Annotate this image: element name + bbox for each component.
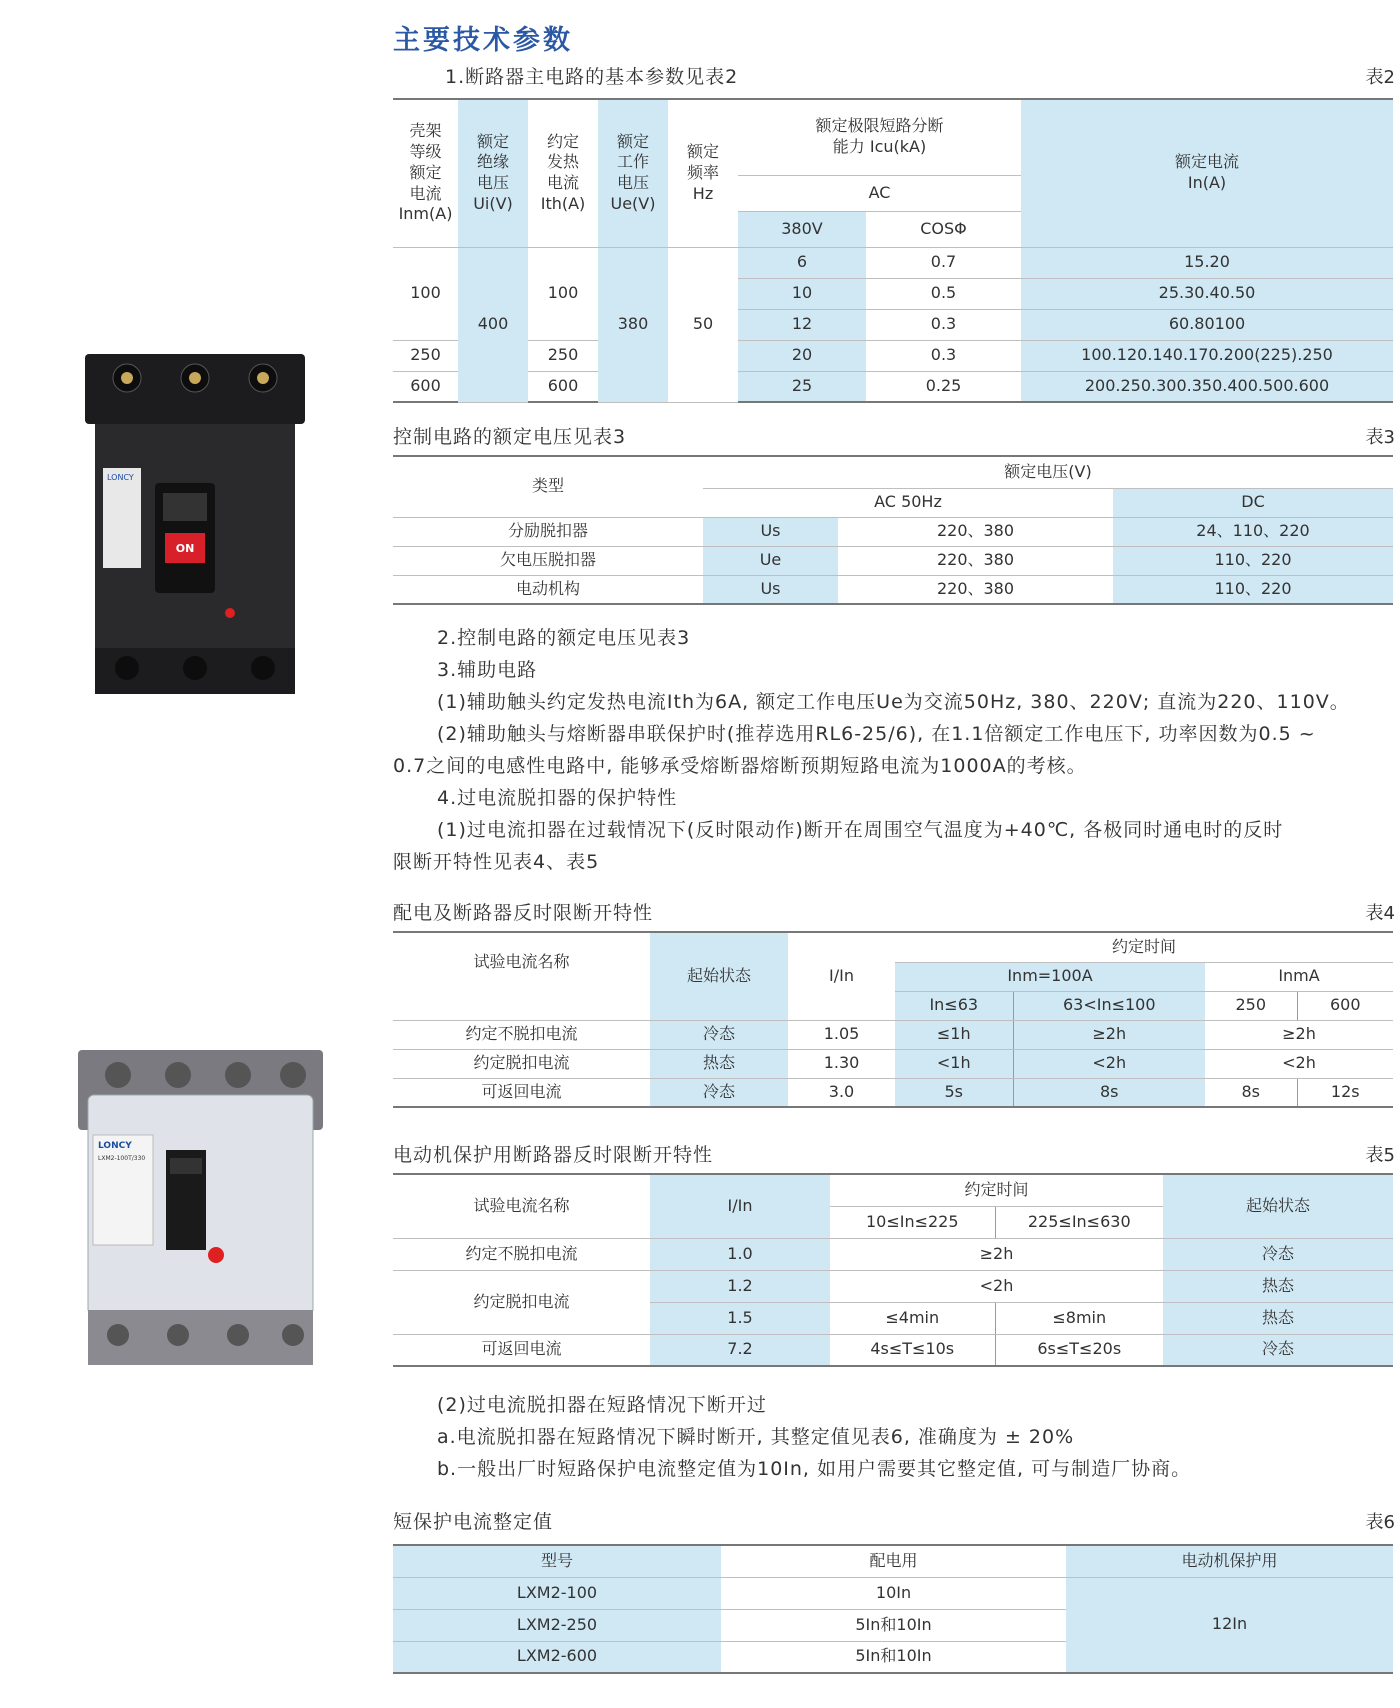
header-cos: COSΦ xyxy=(866,211,1021,247)
control-voltage-table xyxy=(393,455,1393,605)
table-cell: 600 xyxy=(528,371,598,402)
table-cell: 250 xyxy=(393,340,458,371)
table-cell: 12s xyxy=(1297,1078,1393,1107)
header-agreed-time: 约定时间 xyxy=(895,932,1393,962)
table-cell: 分励脱扣器 xyxy=(393,517,703,546)
table2-caption: 1.断路器主电路的基本参数见表2 xyxy=(445,66,739,88)
table-cell: 380 xyxy=(598,247,668,402)
table-cell: 200.250.300.350.400.500.600 xyxy=(1021,371,1393,402)
table-cell: 约定不脱扣电流 xyxy=(393,1238,650,1270)
table-cell: 220、380 xyxy=(838,546,1113,575)
table3-number: 表3 xyxy=(1365,427,1395,448)
table-cell: 4s≤T≤10s xyxy=(830,1334,995,1366)
header-range-1: 10≤In≤225 xyxy=(830,1206,995,1238)
header-breaking-capacity: 额定极限短路分断 能力 Icu(kA) xyxy=(738,99,1021,175)
table-cell: 冷态 xyxy=(650,1078,788,1107)
table-cell: 220、380 xyxy=(838,575,1113,604)
paragraph: 0.7之间的电感性电路中, 能够承受熔断器熔断预期短路电流为1000A的考核。 xyxy=(393,755,1087,777)
table-cell: ≤1h xyxy=(895,1020,1013,1049)
table-cell: 60.80100 xyxy=(1021,309,1393,340)
table4-caption: 配电及断路器反时限断开特性 xyxy=(393,902,654,924)
table-cell: 约定脱扣电流 xyxy=(393,1270,650,1334)
table-cell: 25.30.40.50 xyxy=(1021,278,1393,309)
table-cell: 100 xyxy=(393,247,458,340)
table-cell: 电动机构 xyxy=(393,575,703,604)
header-thermal-current: 约定 发热 电流 Ith(A) xyxy=(528,99,598,247)
table-cell: 12In xyxy=(1066,1577,1393,1673)
table-cell: 600 xyxy=(393,371,458,402)
table-cell: 6s≤T≤20s xyxy=(995,1334,1163,1366)
body-text-block-2 xyxy=(393,1389,1393,1485)
header-model: 型号 xyxy=(393,1545,721,1577)
table-cell: <2h xyxy=(1013,1049,1205,1078)
header-initial-state: 起始状态 xyxy=(650,932,788,1020)
transparent-circuit-breaker-image xyxy=(78,1040,323,1365)
table-cell: 冷态 xyxy=(1163,1238,1393,1270)
table-cell: 0.5 xyxy=(866,278,1021,309)
table-cell: 冷态 xyxy=(1163,1334,1393,1366)
header-600: 600 xyxy=(1297,991,1393,1020)
header-in-le-63: In≤63 xyxy=(895,991,1013,1020)
table6-caption: 短保护电流整定值 xyxy=(393,1511,554,1533)
table-cell: 10 xyxy=(738,278,866,309)
table-cell: 1.0 xyxy=(650,1238,830,1270)
header-test-current-name: 试验电流名称 xyxy=(393,932,650,991)
table-cell: 1.30 xyxy=(788,1049,895,1078)
table-cell: 6 xyxy=(738,247,866,278)
table-cell: 7.2 xyxy=(650,1334,830,1366)
table-cell: 可返回电流 xyxy=(393,1334,650,1366)
table-cell: <1h xyxy=(895,1049,1013,1078)
header-motor-protection: 电动机保护用 xyxy=(1066,1545,1393,1577)
header-distribution: 配电用 xyxy=(721,1545,1066,1577)
table5-caption: 电动机保护用断路器反时限断开特性 xyxy=(393,1144,714,1166)
header-range-2: 225≤In≤630 xyxy=(995,1206,1163,1238)
table-cell: 400 xyxy=(458,247,528,402)
table-cell: 约定脱扣电流 xyxy=(393,1049,650,1078)
header-i-in: I/In xyxy=(650,1174,830,1238)
table-cell: 12 xyxy=(738,309,866,340)
table-cell: Us xyxy=(703,575,838,604)
black-circuit-breaker-image xyxy=(85,348,305,694)
table-cell: LXM2-600 xyxy=(393,1641,721,1673)
header-380v: 380V xyxy=(738,211,866,247)
table-cell: 0.25 xyxy=(866,371,1021,402)
table-cell: 0.3 xyxy=(866,309,1021,340)
table-cell: 1.2 xyxy=(650,1270,830,1302)
header-blank xyxy=(393,991,650,1020)
table-cell: 欠电压脱扣器 xyxy=(393,546,703,575)
header-ac-50hz: AC 50Hz xyxy=(703,488,1113,517)
table-cell: 1.5 xyxy=(650,1302,830,1334)
table-cell: Ue xyxy=(703,546,838,575)
paragraph: (1)过电流扣器在过载情况下(反时限动作)断开在周围空气温度为+40℃, 各极同时通电时的反时 xyxy=(437,819,1284,841)
table-cell: ≥2h xyxy=(830,1238,1163,1270)
header-inm-100a: Inm=100A xyxy=(895,962,1205,991)
table-cell: 热态 xyxy=(1163,1270,1393,1302)
header-rated-current: 额定电流 In(A) xyxy=(1021,99,1393,247)
distribution-inverse-time-table xyxy=(393,931,1393,1108)
table-cell: 15.20 xyxy=(1021,247,1393,278)
table-cell: 24、110、220 xyxy=(1113,517,1393,546)
breaker1-switch-label: ON xyxy=(175,542,195,555)
table-cell: 25 xyxy=(738,371,866,402)
table-cell: 50 xyxy=(668,247,738,402)
header-initial-state: 起始状态 xyxy=(1163,1174,1393,1238)
table-cell: <2h xyxy=(1205,1049,1393,1078)
header-test-current-name: 试验电流名称 xyxy=(393,1174,650,1238)
header-250: 250 xyxy=(1205,991,1297,1020)
table-cell: 0.3 xyxy=(866,340,1021,371)
table-cell: LXM2-250 xyxy=(393,1609,721,1641)
paragraph: 3.辅助电路 xyxy=(437,659,538,681)
paragraph: (2)过电流脱扣器在短路情况下断开过 xyxy=(437,1394,767,1416)
table-cell: 约定不脱扣电流 xyxy=(393,1020,650,1049)
paragraph: 4.过电流脱扣器的保护特性 xyxy=(437,787,678,809)
table-cell: 5In和10In xyxy=(721,1641,1066,1673)
table-cell: 冷态 xyxy=(650,1020,788,1049)
table-cell: ≤4min xyxy=(830,1302,995,1334)
header-i-in: I/In xyxy=(788,932,895,1020)
header-in-63-100: 63<In≤100 xyxy=(1013,991,1205,1020)
motor-protection-inverse-time-table xyxy=(393,1173,1393,1367)
breaker2-model: LXM2-100T/330 xyxy=(98,1155,146,1162)
paragraph: (1)辅助触头约定发热电流Ith为6A, 额定工作电压Ue为交流50Hz, 380、220V; 直流为220、110V。 xyxy=(437,691,1350,713)
header-agreed-time: 约定时间 xyxy=(830,1174,1163,1206)
table-cell: LXM2-100 xyxy=(393,1577,721,1609)
paragraph: (2)辅助触头与熔断器串联保护时(推荐选用RL6-25/6), 在1.1倍额定工作电压下, 功率因数为0.5 ~ xyxy=(437,723,1316,745)
body-text-block xyxy=(393,622,1393,878)
table3-caption: 控制电路的额定电压见表3 xyxy=(393,426,627,448)
table-cell: 110、220 xyxy=(1113,546,1393,575)
table-cell: 100 xyxy=(528,247,598,340)
table-cell: 热态 xyxy=(650,1049,788,1078)
short-circuit-setting-table xyxy=(393,1544,1393,1674)
page-title: 主要技术参数 xyxy=(393,25,573,56)
table-cell: ≤8min xyxy=(995,1302,1163,1334)
header-ac: AC xyxy=(738,175,1021,211)
table-cell: 1.05 xyxy=(788,1020,895,1049)
table-cell: 可返回电流 xyxy=(393,1078,650,1107)
header-type: 类型 xyxy=(393,456,703,517)
table-cell: 10In xyxy=(721,1577,1066,1609)
table-cell: 110、220 xyxy=(1113,575,1393,604)
table-cell: 热态 xyxy=(1163,1302,1393,1334)
table-cell: 8s xyxy=(1013,1078,1205,1107)
header-rated-voltage: 额定电压(V) xyxy=(703,456,1393,488)
table-cell: 250 xyxy=(528,340,598,371)
paragraph: a.电流脱扣器在短路情况下瞬时断开, 其整定值见表6, 准确度为 ± 20% xyxy=(437,1426,1075,1448)
table5-number: 表5 xyxy=(1365,1145,1395,1166)
table-cell: 20 xyxy=(738,340,866,371)
table-cell: 5In和10In xyxy=(721,1609,1066,1641)
table-cell: <2h xyxy=(830,1270,1163,1302)
table-cell: 5s xyxy=(895,1078,1013,1107)
table-cell: ≥2h xyxy=(1205,1020,1393,1049)
table6-number: 表6 xyxy=(1365,1512,1395,1533)
table-cell: 8s xyxy=(1205,1078,1297,1107)
table4-number: 表4 xyxy=(1365,903,1395,924)
header-frequency: 额定 频率 Hz xyxy=(668,99,738,247)
table2-number: 表2 xyxy=(1365,67,1395,88)
paragraph: b.一般出厂时短路保护电流整定值为10In, 如用户需要其它整定值, 可与制造厂协商。 xyxy=(437,1458,1192,1480)
table-cell: Us xyxy=(703,517,838,546)
header-insulation-voltage: 额定 绝缘 电压 Ui(V) xyxy=(458,99,528,247)
table-cell: 0.7 xyxy=(866,247,1021,278)
header-frame-current: 壳架 等级 额定 电流 Inm(A) xyxy=(393,99,458,247)
main-circuit-parameters-table xyxy=(393,98,1393,403)
breaker2-brand: LONCY xyxy=(98,1141,132,1151)
header-inma: InmA xyxy=(1205,962,1393,991)
paragraph: 限断开特性见表4、表5 xyxy=(393,851,600,873)
header-working-voltage: 额定 工作 电压 Ue(V) xyxy=(598,99,668,247)
breaker1-brand: LONCY xyxy=(107,473,134,482)
paragraph: 2.控制电路的额定电压见表3 xyxy=(437,627,691,649)
table-cell: 100.120.140.170.200(225).250 xyxy=(1021,340,1393,371)
table-cell: 220、380 xyxy=(838,517,1113,546)
header-dc: DC xyxy=(1113,488,1393,517)
table-cell: ≥2h xyxy=(1013,1020,1205,1049)
table-cell: 3.0 xyxy=(788,1078,895,1107)
